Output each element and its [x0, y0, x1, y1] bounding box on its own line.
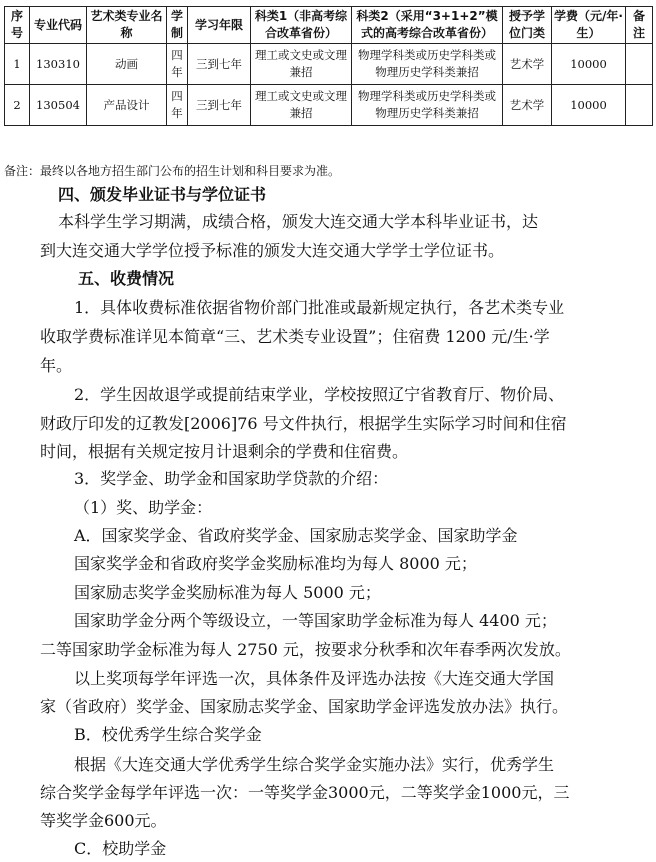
- scholarship-eval-line-2: 家（省政府）奖学金、国家励志奖学金、国家助学金评选发放办法》执行。: [40, 697, 569, 716]
- scholarship-a-line-4: 二等国家助学金标准为每人 2750 元，按要求分秋季和次年春季两次发放。: [40, 640, 571, 659]
- header-tuition: 学费（元/年·生）: [552, 7, 626, 44]
- scholarship-b-line-1: 根据《大连交通大学优秀学生综合奖学金实施办法》实行，优秀学生: [74, 755, 555, 774]
- fee-p2-line-3: 时间，根据有关规定按月计退剩余的学费和住宿费。: [40, 442, 409, 461]
- header-subject-category-1: 科类1（非高考综合改革省份）: [251, 7, 352, 44]
- scholarship-b-line-2: 综合奖学金每学年评选一次：一等奖学金3000元，二等奖学金1000元，三: [40, 783, 570, 802]
- cell-major-name: 产品设计: [87, 85, 167, 126]
- cell-remarks: [626, 44, 653, 85]
- section5-title: 五、收费情况: [78, 269, 175, 288]
- fee-p2-line-2: 财政厅印发的辽教发[2006]76 号文件执行，根据学生实际学习时间和住宿: [40, 414, 567, 433]
- fee-p1-line-3: 年。: [40, 356, 73, 375]
- header-major-code: 专业代码: [30, 7, 87, 44]
- section4-line-1: 本科学生学习期满，成绩合格，颁发大连交通大学本科毕业证书，达: [58, 212, 539, 231]
- scholarship-a-title: A．国家奖学金、省政府奖学金、国家励志奖学金、国家助学金: [74, 526, 518, 545]
- fee-p2-line-1: 2．学生因故退学或提前结束学业，学校按照辽宁省教育厅、物价局、: [74, 385, 565, 404]
- scholarship-a-line-2: 国家励志奖学金奖励标准为每人 5000 元；: [74, 583, 381, 602]
- cell-index: 2: [5, 85, 30, 126]
- table-note: 备注：最终以各地方招生部门公布的招生计划和科目要求为准。: [4, 164, 341, 178]
- cell-major-name: 动画: [87, 44, 167, 85]
- cell-major-code: 130504: [30, 85, 87, 126]
- scholarship-intro: 3．奖学金、助学金和国家助学贷款的介绍：: [74, 469, 389, 488]
- section4-line-2: 到大连交通大学学位授予标准的颁发大连交通大学学士学位证书。: [40, 241, 505, 260]
- header-major-name: 艺术类专业名称: [87, 7, 167, 44]
- scholarship-sub-1: （1）奖、助学金：: [74, 498, 213, 517]
- cell-subject-category-1: 理工或文史或文理兼招: [251, 85, 352, 126]
- header-study-years: 学习年限: [188, 7, 251, 44]
- cell-remarks: [626, 85, 653, 126]
- table-row: [5, 44, 653, 85]
- cell-tuition: 10000: [552, 85, 626, 126]
- cell-degree-category: 艺术学: [503, 85, 552, 126]
- cell-tuition: 10000: [552, 44, 626, 85]
- scholarship-b-line-3: 等奖学金600元。: [40, 811, 167, 830]
- header-remarks: 备注: [626, 7, 653, 44]
- majors-table: [4, 6, 653, 126]
- cell-study-years: 三到七年: [188, 85, 251, 126]
- section4-title: 四、颁发毕业证书与学位证书: [58, 185, 267, 204]
- cell-subject-category-2: 物理学科类或历史学科类或物理历史学科类兼招: [352, 44, 503, 85]
- cell-major-code: 130310: [30, 44, 87, 85]
- cell-degree-category: 艺术学: [503, 44, 552, 85]
- fee-p1-line-2: 收取学费标准详见本简章“三、艺术类专业设置”；住宿费 1200 元/生·学: [40, 327, 550, 346]
- cell-duration: 四年: [167, 85, 188, 126]
- fee-p1-line-1: 1．具体收费标准依据省物价部门批准或最新规定执行，各艺术类专业: [74, 298, 565, 317]
- scholarship-c-title: C．校助学金: [74, 839, 167, 858]
- table-row: [5, 85, 653, 126]
- header-index: 序号: [5, 7, 30, 44]
- cell-duration: 四年: [167, 44, 188, 85]
- cell-subject-category-2: 物理学科类或历史学科类或物理历史学科类兼招: [352, 85, 503, 126]
- header-duration: 学制: [167, 7, 188, 44]
- cell-subject-category-1: 理工或文史或文理兼招: [251, 44, 352, 85]
- table-header-row: [5, 7, 653, 44]
- scholarship-eval-line-1: 以上奖项每学年评选一次，具体条件及评选办法按《大连交通大学国: [74, 669, 555, 688]
- header-subject-category-2: 科类2（采用“3+1+2”模式的高考综合改革省份）: [352, 7, 503, 44]
- cell-study-years: 三到七年: [188, 44, 251, 85]
- scholarship-b-title: B．校优秀学生综合奖学金: [74, 725, 262, 744]
- scholarship-a-line-1: 国家奖学金和省政府奖学金奖励标准均为每人 8000 元；: [74, 554, 477, 573]
- scholarship-a-line-3: 国家助学金分两个等级设立，一等国家助学金标准为每人 4400 元；: [74, 611, 557, 630]
- header-degree-category: 授予学位门类: [503, 7, 552, 44]
- cell-index: 1: [5, 44, 30, 85]
